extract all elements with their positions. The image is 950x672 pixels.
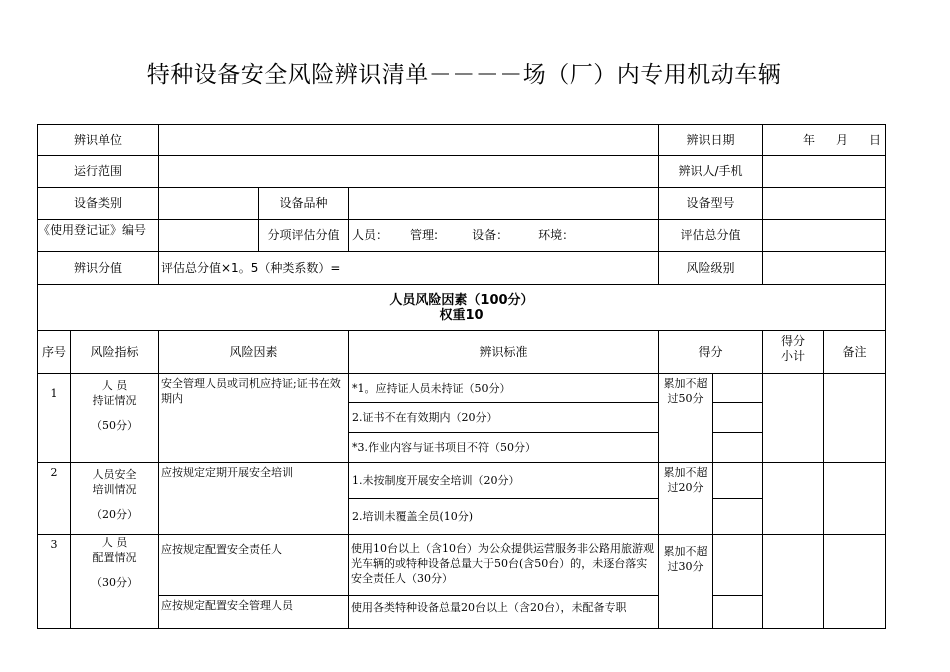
person-field[interactable] (762, 155, 886, 188)
date-field[interactable] (762, 124, 886, 156)
row1-factor: 安全管理人员或司机应持证;证书在效期内 (158, 373, 349, 463)
variety-label: 设备品种 (258, 187, 349, 220)
row1-subtotal[interactable] (762, 373, 824, 463)
row1-indicator-line1: 人 员 (101, 379, 128, 392)
sub-env: 环境： (538, 228, 575, 242)
section-title: 人员风险因素（100分） (389, 292, 534, 308)
row2-indicator-points: （20分） (91, 508, 138, 521)
col-subtotal-line1: 得分 (780, 334, 805, 348)
row2-criteria-2: 2.培训未覆盖全员(10分) (348, 498, 659, 535)
sub-score-field[interactable] (348, 219, 659, 252)
row3-indicator-line2: 配置情况 (92, 551, 137, 564)
col-no: 序号 (37, 330, 71, 374)
date-label: 辨识日期 (658, 124, 763, 156)
row2-indicator-line1: 人员安全 (92, 468, 137, 481)
row3-remark[interactable] (823, 534, 886, 629)
col-indicator: 风险指标 (70, 330, 159, 374)
date-month: 月 (835, 132, 848, 147)
row3-indicator-points: （30分） (91, 576, 138, 589)
section-header (37, 284, 886, 331)
row3-indicator-line1: 人 员 (101, 536, 128, 549)
row2-factor: 应按规定定期开展安全培训 (158, 462, 349, 535)
row3-criteria-2: 使用各类特种设备总量20台以上（含20台），未配备专职 (348, 595, 659, 629)
col-score: 得分 (658, 330, 763, 374)
row2-indicator-line2: 培训情况 (92, 483, 137, 496)
row2-no: 2 (37, 462, 71, 535)
row2-indicator (70, 462, 159, 535)
model-field[interactable] (762, 187, 886, 220)
row3-no: 3 (37, 534, 71, 629)
row3-score-2[interactable] (712, 595, 763, 629)
scope-field[interactable] (158, 155, 659, 188)
row2-remark[interactable] (823, 462, 886, 535)
row2-cap: 累加不超过20分 (658, 462, 713, 535)
col-remark: 备注 (823, 330, 886, 374)
row1-indicator-points: （50分） (91, 419, 138, 432)
category-field[interactable] (158, 187, 259, 220)
col-criteria: 辨识标准 (348, 330, 659, 374)
date-year: 年 (803, 132, 816, 147)
unit-label: 辨识单位 (37, 124, 159, 156)
row2-score-1[interactable] (712, 462, 763, 499)
category-label: 设备类别 (37, 187, 159, 220)
row3-indicator (70, 534, 159, 629)
row1-score-2[interactable] (712, 402, 763, 433)
row3-score-1[interactable] (712, 534, 763, 596)
total-field[interactable] (762, 219, 886, 252)
row3-cap: 累加不超过30分 (658, 534, 713, 629)
row1-criteria-1: *1。应持证人员未持证（50分） (348, 373, 659, 403)
row1-score-3[interactable] (712, 432, 763, 463)
row2-subtotal[interactable] (762, 462, 824, 535)
scope-label: 运行范围 (37, 155, 159, 188)
col-factor: 风险因素 (158, 330, 349, 374)
row3-criteria-1: 使用10台以上（含10台）为公众提供运营服务非公路用旅游观光车辆的或特种设备总量大于50台(含50台）的，未逐台落实安全责任人（30分） (348, 534, 659, 596)
cert-label: 《使用登记证》编号 (37, 219, 159, 252)
sub-manage: 管理: (410, 228, 439, 242)
row1-indicator-line2: 持证情况 (92, 394, 137, 407)
row1-criteria-3: *3.作业内容与证书项目不符（50分） (348, 432, 659, 463)
unit-field[interactable] (158, 124, 659, 156)
id-score-formula: 评估总分值×1。5（种类系数）= (158, 251, 659, 285)
row2-score-2[interactable] (712, 498, 763, 535)
row1-cap: 累加不超过50分 (658, 373, 713, 463)
section-weight: 权重10 (439, 307, 484, 323)
cert-field[interactable] (158, 219, 259, 252)
person-label: 辨识人/手机 (658, 155, 763, 188)
date-day: 日 (868, 132, 881, 147)
row1-score-1[interactable] (712, 373, 763, 403)
col-subtotal (762, 330, 824, 374)
total-label: 评估总分值 (658, 219, 763, 252)
row1-remark[interactable] (823, 373, 886, 463)
row1-no: 1 (37, 373, 71, 463)
row1-criteria-2: 2.证书不在有效期内（20分） (348, 402, 659, 433)
row3-subtotal[interactable] (762, 534, 824, 629)
risk-level-field[interactable] (762, 251, 886, 285)
row3-factor-2: 应按规定配置安全管理人员 (158, 595, 349, 629)
id-score-label: 辨识分值 (37, 251, 159, 285)
col-subtotal-line2: 小计 (780, 349, 805, 363)
sub-score-label: 分项评估分值 (258, 219, 349, 252)
page-title: 特种设备安全风险辨识清单－－－－场（厂）内专用机动车辆 (146, 62, 782, 88)
row1-indicator (70, 373, 159, 463)
model-label: 设备型号 (658, 187, 763, 220)
sub-person: 人员： (352, 228, 389, 242)
variety-field[interactable] (348, 187, 659, 220)
row3-factor-1: 应按规定配置安全责任人 (158, 534, 349, 596)
risk-form (37, 124, 886, 629)
row2-criteria-1: 1.未按制度开展安全培训（20分） (348, 462, 659, 499)
sub-equip: 设备： (472, 228, 509, 242)
risk-level-label: 风险级别 (658, 251, 763, 285)
